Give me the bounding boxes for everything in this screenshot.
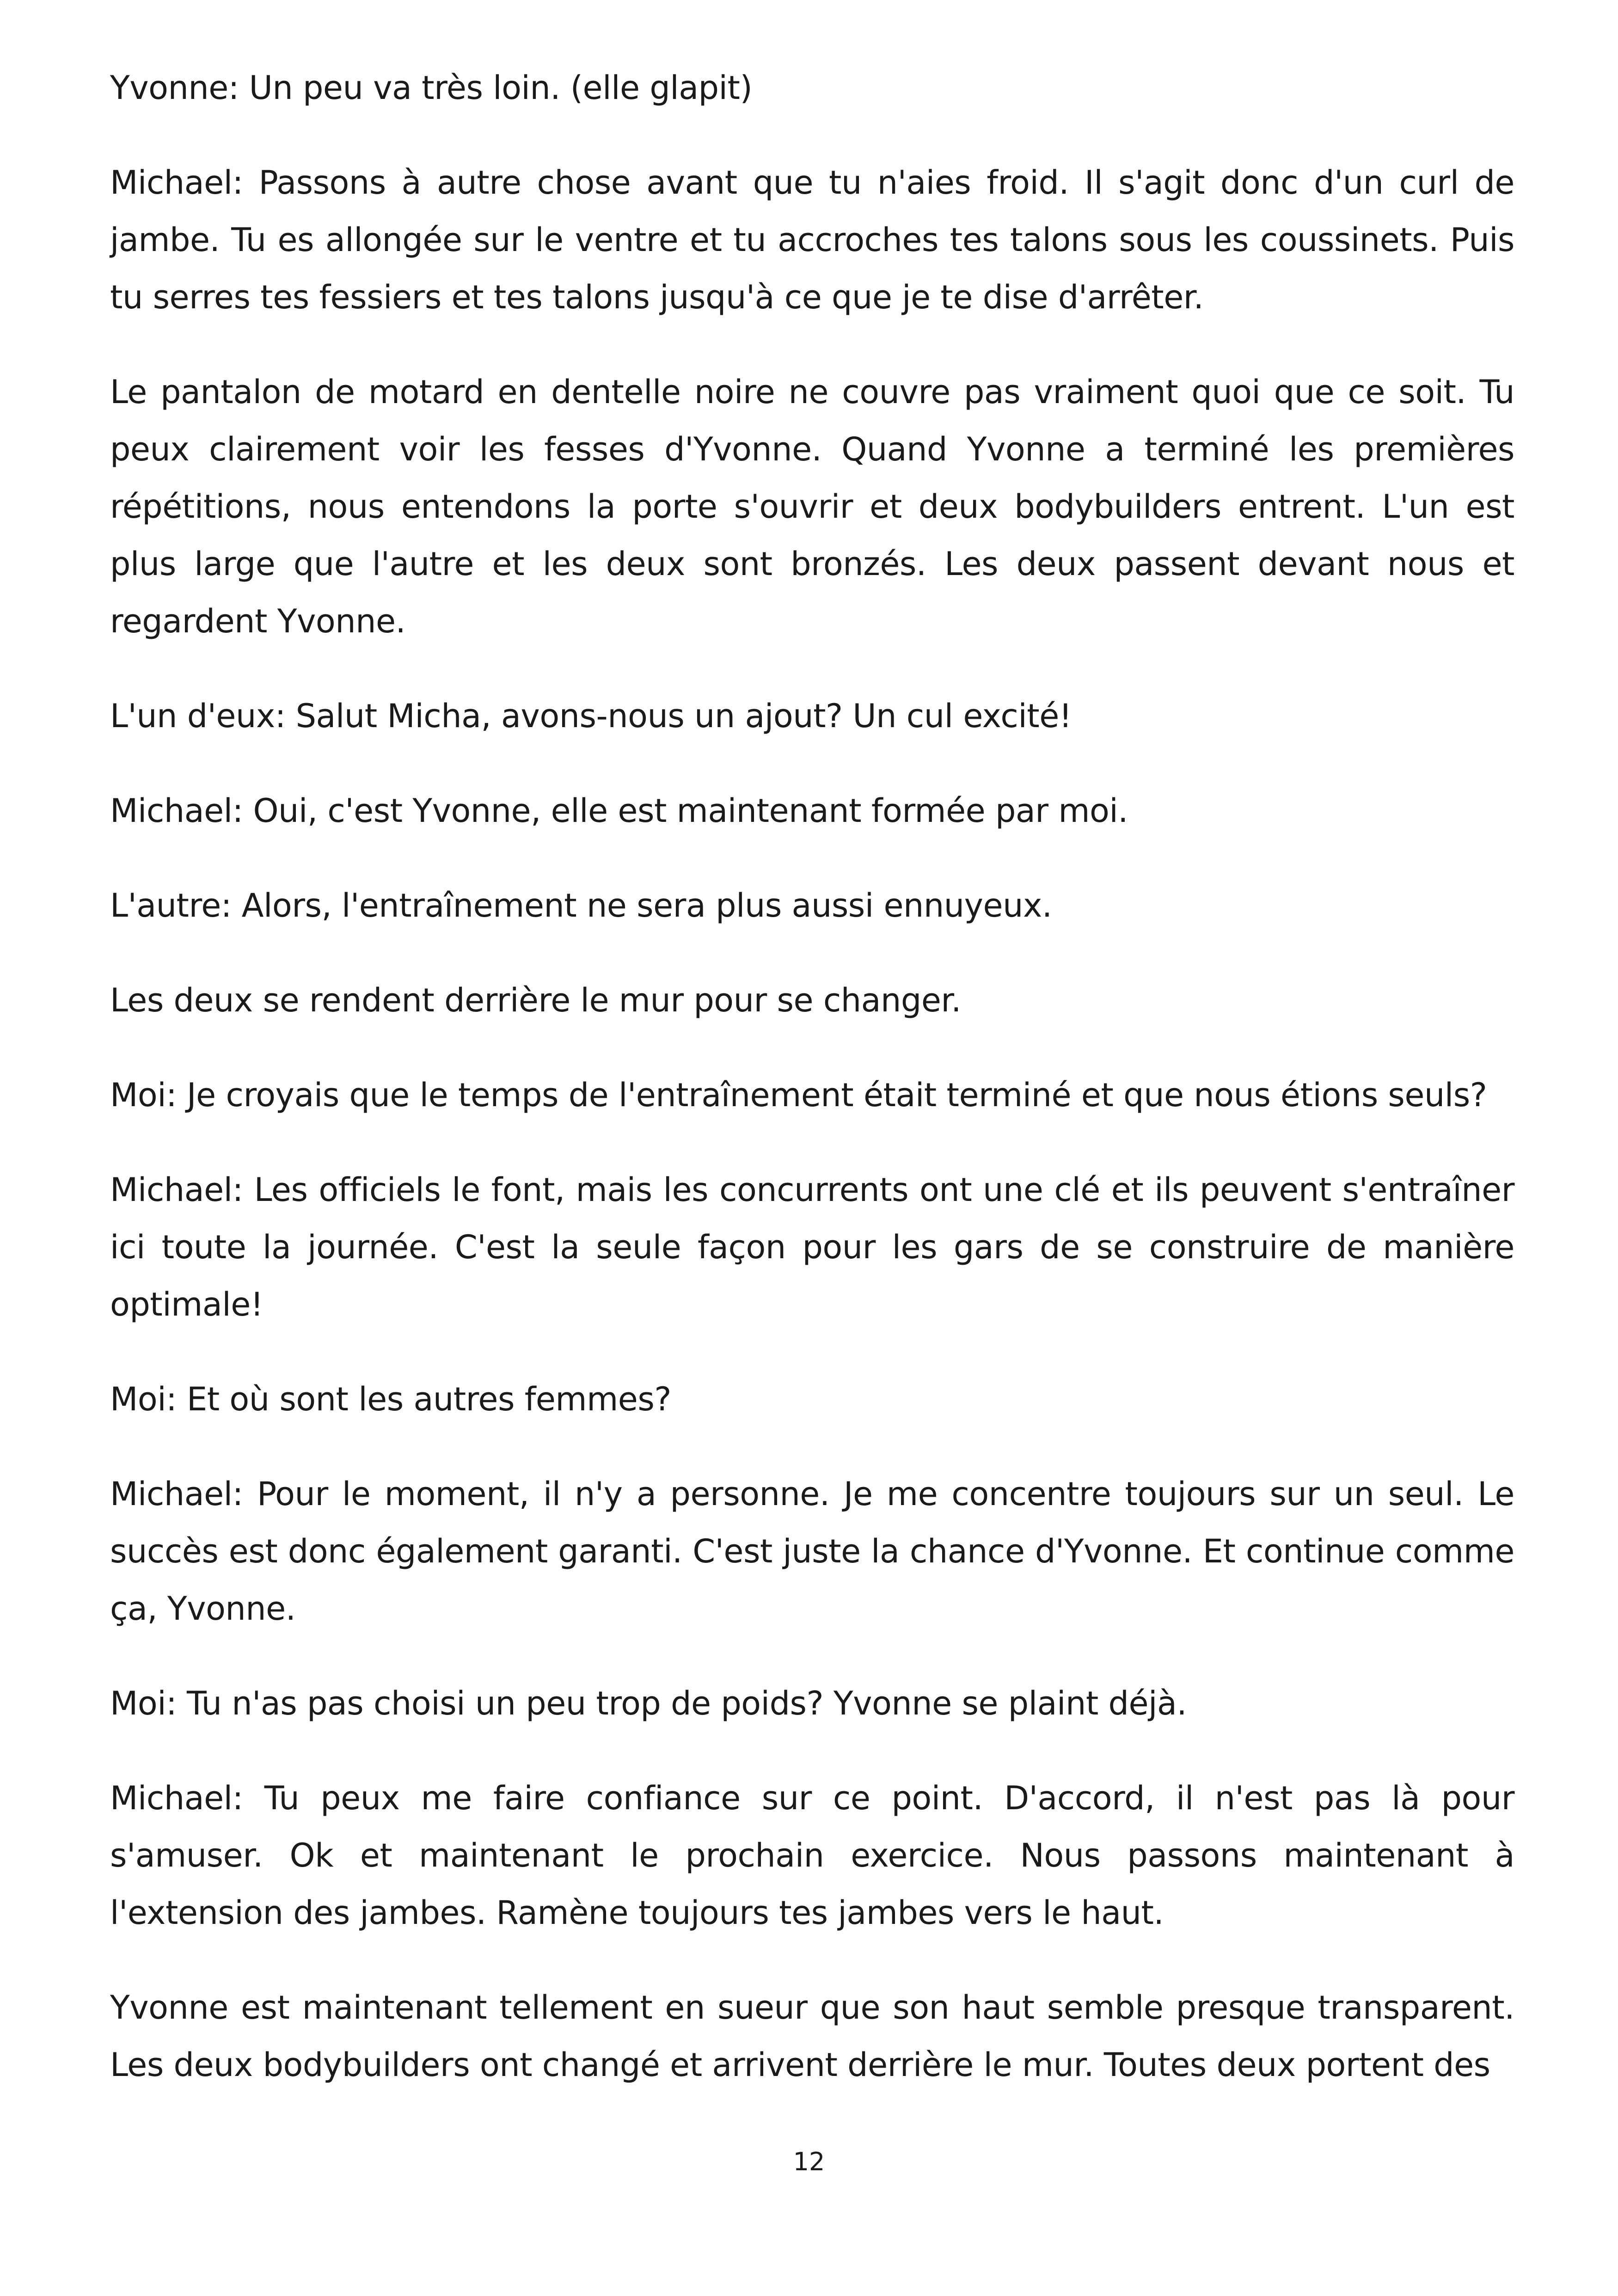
paragraph: Le pantalon de motard en dentelle noire ne couvre pas vraiment quoi que ce soit. Tu peux clairement voir les fesses d'Yvonne. Quand Yvonne a terminé les premières répétitions, nous entendons la porte s'ouvrir et deux bodybuilders entrent. L'un est plus large que l'autre et les deux sont bronzés. Les deux passent devant nous et regardent Yvonne. — [110, 373, 1514, 640]
paragraph: Yvonne est maintenant tellement en sueur que son haut semble presque transparent. Les deux bodybuilders ont changé et arrivent derrière le mur. Toutes deux portent des — [110, 1989, 1514, 2084]
paragraph: Michael: Oui, c'est Yvonne, elle est maintenant formée par moi. — [110, 792, 1128, 830]
paragraph: Michael: Pour le moment, il n'y a personne. Je me concentre toujours sur un seul. Le succès est donc également garanti. C'est juste la chance d'Yvonne. Et continue comme ça, Yvonne. — [110, 1475, 1514, 1628]
paragraph: Michael: Les officiels le font, mais les concurrents ont une clé et ils peuvent s'entraîner ici toute la journée. C'est la seule façon pour les gars de se construire de manière optimale! — [110, 1171, 1514, 1323]
paragraph: L'un d'eux: Salut Micha, avons-nous un ajout? Un cul excité! — [110, 697, 1072, 735]
paragraph: Yvonne: Un peu va très loin. (elle glapit) — [110, 69, 753, 107]
page-body — [110, 59, 1514, 2094]
paragraph: Moi: Et où sont les autres femmes? — [110, 1380, 671, 1418]
paragraph: Michael: Passons à autre chose avant que tu n'aies froid. Il s'agit donc d'un curl de jambe. Tu es allongée sur le ventre et tu accroches tes talons sous les coussinets. Puis tu serres tes fessiers et tes talons jusqu'à ce que je te dise d'arrêter. — [110, 164, 1514, 316]
paragraph: Moi: Tu n'as pas choisi un peu trop de poids? Yvonne se plaint déjà. — [110, 1684, 1187, 1722]
page-number: 12 — [793, 2147, 825, 2176]
paragraph: Les deux se rendent derrière le mur pour se changer. — [110, 981, 962, 1019]
paragraph: Moi: Je croyais que le temps de l'entraînement était terminé et que nous étions seuls? — [110, 1076, 1487, 1114]
paragraph: L'autre: Alors, l'entraînement ne sera plus aussi ennuyeux. — [110, 887, 1052, 925]
paragraph: Michael: Tu peux me faire confiance sur ce point. D'accord, il n'est pas là pour s'amuser. Ok et maintenant le prochain exercice. Nous passons maintenant à l'extension des jambes. Ramène toujours tes jambes vers le haut. — [110, 1779, 1514, 1932]
